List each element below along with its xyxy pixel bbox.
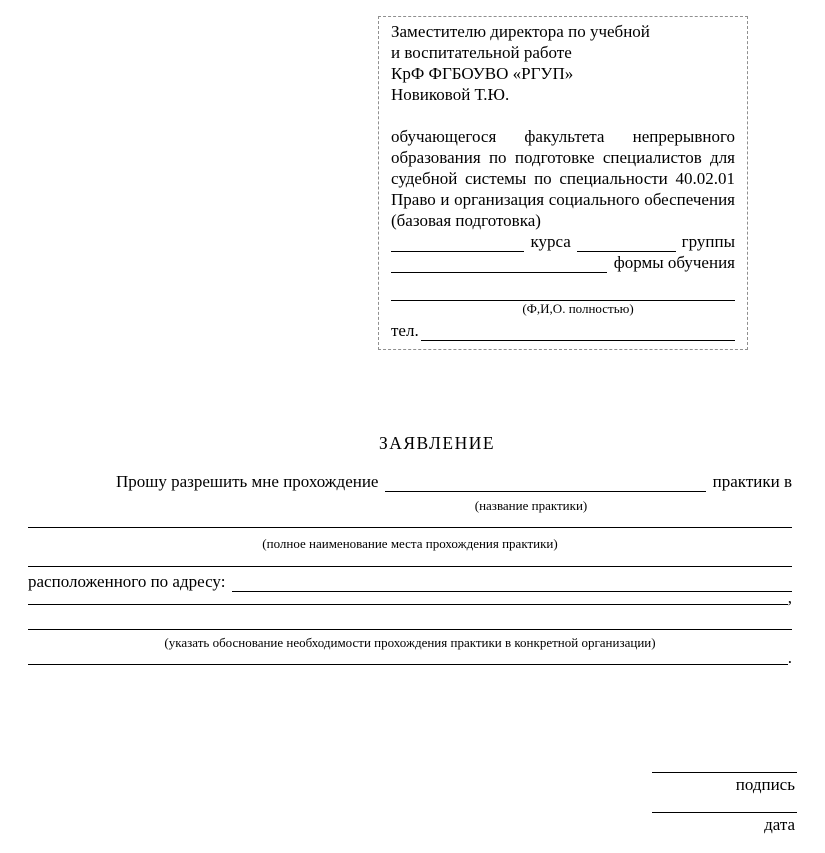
address-blank-line-2 xyxy=(28,589,792,605)
signature-label: подпись xyxy=(735,775,795,794)
applicant-description: обучающегося факультета непрерывного образования по подготовке специалистов для судебной системы по специальности 40.02.01 Право и организация социального обеспечения (базовая подготовка) xyxy=(391,127,735,230)
address-blank-continued xyxy=(28,589,788,605)
reason-caption: (указать обоснование необходимости прохождения практики в конкретной организации) xyxy=(164,635,656,650)
signature-block xyxy=(652,758,797,835)
fio-caption: (Ф,И,О. полностью) xyxy=(522,301,634,316)
study-form-label: формы обучения xyxy=(613,253,735,272)
study-form-row xyxy=(391,252,735,273)
recipient-line-4: Новиковой Т.Ю. xyxy=(391,85,510,104)
signature-blank-line xyxy=(652,758,797,773)
request-prefix: Прошу разрешить мне прохождение xyxy=(116,472,379,491)
request-suffix: практики в xyxy=(712,472,792,491)
group-label: группы xyxy=(681,232,735,251)
spacer xyxy=(391,105,735,126)
reason-blank-continued xyxy=(28,649,788,665)
place-blank-line-1 xyxy=(28,512,792,528)
course-group-row xyxy=(391,231,735,252)
address-label: расположенного по адресу: xyxy=(28,572,226,591)
reason-blank-line-1 xyxy=(28,614,792,630)
phone-blank xyxy=(421,323,735,341)
trailing-comma: , xyxy=(787,588,792,607)
recipient-line-1: Заместителю директора по учебной xyxy=(391,22,650,41)
group-blank xyxy=(577,234,676,252)
request-line xyxy=(28,472,792,492)
fio-blank-line xyxy=(391,286,735,301)
reason-blank-line-2 xyxy=(28,649,792,665)
date-blank-line xyxy=(652,795,797,813)
course-label: курса xyxy=(530,232,571,251)
practice-name-blank xyxy=(385,474,705,492)
phone-row xyxy=(391,319,735,341)
course-blank xyxy=(391,234,524,252)
phone-label: тел. xyxy=(391,321,419,340)
place-blank-line-2 xyxy=(28,551,792,567)
practice-name-caption: (название практики) xyxy=(474,498,588,513)
place-caption: (полное наименование места прохождения практики) xyxy=(262,536,558,551)
trailing-period: . xyxy=(787,648,792,667)
date-label: дата xyxy=(764,815,795,834)
document-title: ЗАЯВЛЕНИЕ xyxy=(378,433,496,453)
recipient-line-2: и воспитательной работе xyxy=(391,43,572,62)
recipient-line-3: КрФ ФГБОУВО «РГУП» xyxy=(391,64,574,83)
study-form-blank xyxy=(391,255,607,273)
addressee-box xyxy=(378,16,748,350)
